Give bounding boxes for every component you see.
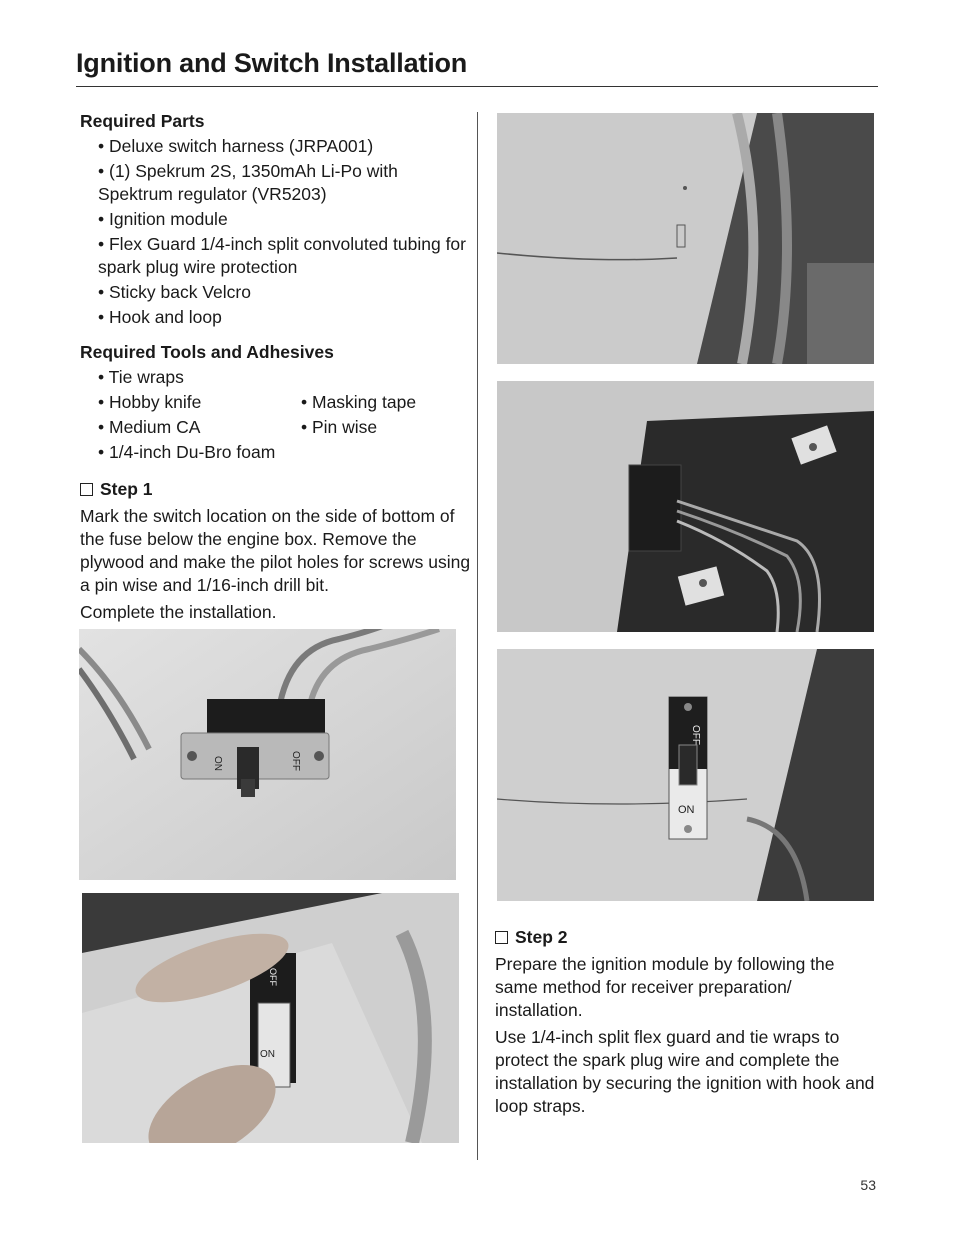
on-label: ON bbox=[212, 756, 223, 771]
list-item: • Hook and loop bbox=[98, 307, 222, 327]
list-item: • Ignition module bbox=[98, 209, 228, 229]
list-item: • Flex Guard 1/4-inch split convoluted tubing for spark plug wire protection bbox=[98, 234, 466, 277]
step1-paragraph: Mark the switch location on the side of bottom of the fuse below the engine box. Remove the plywood and make the pilot holes for screws using a pin wise and 1/16-inch drill bit. bbox=[80, 506, 471, 595]
step1-checkbox[interactable] bbox=[80, 483, 93, 496]
tool-item: • Tie wraps bbox=[98, 367, 184, 387]
step2-paragraph: Use 1/4-inch split flex guard and tie wraps to protect the spark plug wire and complete the installation by securing the ignition with hook and loop straps. bbox=[495, 1027, 875, 1116]
list-item: • Sticky back Velcro bbox=[98, 282, 251, 302]
off-label: OFF bbox=[268, 968, 278, 986]
installed-switch-photo bbox=[497, 649, 874, 901]
page-number: 53 bbox=[860, 1177, 876, 1193]
required-parts-list bbox=[80, 135, 472, 329]
on-label: ON bbox=[678, 804, 695, 816]
step1-paragraph: Complete the installation. bbox=[80, 602, 277, 622]
off-label: OFF bbox=[290, 751, 301, 771]
fuse-side-photo bbox=[497, 113, 874, 364]
step1-heading bbox=[80, 478, 472, 501]
step2-checkbox[interactable] bbox=[495, 931, 508, 944]
step2-title: Step 2 bbox=[515, 927, 568, 947]
required-parts-heading: Required Parts bbox=[80, 111, 205, 131]
off-label: OFF bbox=[690, 725, 701, 745]
step2-heading bbox=[495, 926, 875, 949]
fuse-interior-photo bbox=[497, 381, 874, 632]
finger-switch-photo bbox=[82, 893, 459, 1143]
list-item bbox=[80, 366, 472, 389]
tool-item: • 1/4-inch Du-Bro foam bbox=[98, 442, 276, 462]
page-title: Ignition and Switch Installation bbox=[76, 48, 468, 78]
step2-paragraph: Prepare the ignition module by following the same method for receiver preparation/ installation. bbox=[495, 954, 835, 1020]
list-item bbox=[80, 416, 472, 439]
left-column-text bbox=[80, 110, 472, 628]
tool-item: • Masking tape bbox=[301, 392, 417, 412]
tool-item: • Hobby knife bbox=[98, 392, 202, 412]
required-tools-heading: Required Tools and Adhesives bbox=[80, 342, 334, 362]
list-item: • Deluxe switch harness (JRPA001) bbox=[98, 136, 374, 156]
tool-item: • Pin wise bbox=[301, 417, 378, 437]
switch-harness-photo bbox=[79, 629, 456, 880]
tool-item: • Medium CA bbox=[98, 417, 201, 437]
step1-title: Step 1 bbox=[100, 479, 153, 499]
column-divider bbox=[477, 112, 478, 1160]
required-tools-list bbox=[80, 366, 472, 464]
on-label: ON bbox=[260, 1049, 275, 1060]
list-item: • (1) Spekrum 2S, 1350mAh Li-Po with Spektrum regulator (VR5203) bbox=[98, 161, 398, 204]
right-column-text bbox=[495, 926, 875, 1122]
list-item bbox=[80, 441, 472, 464]
title-rule bbox=[76, 86, 878, 87]
list-item bbox=[80, 391, 472, 414]
